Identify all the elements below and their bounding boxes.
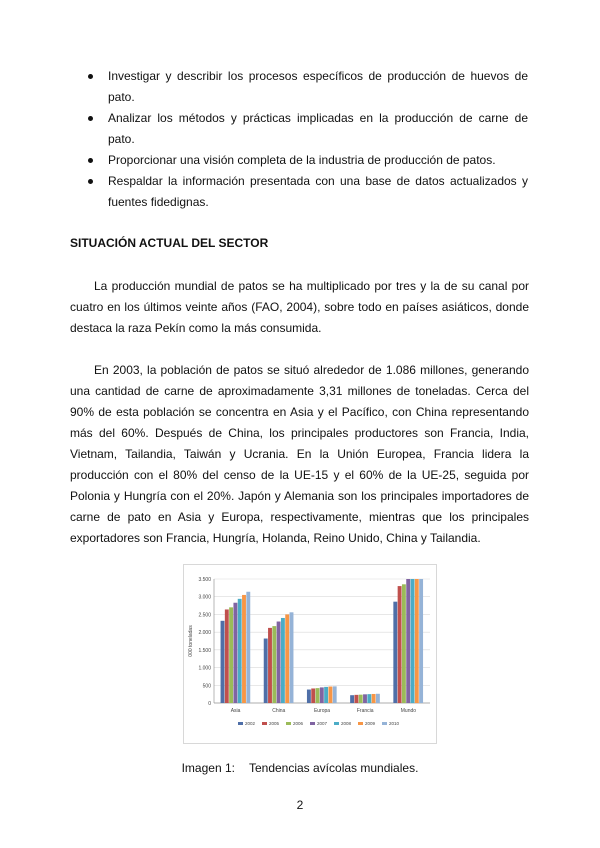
bar-mundo-2008 [411, 579, 415, 703]
legend-label: 2008 [341, 721, 352, 726]
legend-swatch-2006 [286, 722, 291, 725]
list-item [88, 171, 528, 213]
legend-swatch-2008 [334, 722, 339, 725]
caption-label: Imagen 1: [181, 761, 235, 775]
legend-label: 2005 [269, 721, 280, 726]
legend-label: 2010 [389, 721, 400, 726]
list-item [88, 150, 528, 171]
bar-mundo-2002 [393, 602, 397, 703]
bar-asia-2009 [242, 595, 246, 703]
bullet-icon [88, 116, 93, 121]
bar-asia-2006 [229, 607, 233, 703]
legend-swatch-2002 [238, 722, 243, 725]
bar-china-2006 [272, 626, 276, 703]
bar-europa-2010 [333, 686, 337, 703]
legend-swatch-2007 [310, 722, 315, 725]
caption-text: Tendencias avícolas mundiales. [248, 761, 419, 775]
bullet-icon [88, 179, 93, 184]
legend-swatch-2010 [382, 722, 387, 725]
bar-china-2005 [268, 628, 272, 703]
legend-label: 2002 [245, 721, 256, 726]
bar-francia-2009 [372, 694, 376, 703]
bar-europa-2008 [324, 687, 328, 703]
legend-label: 2006 [293, 721, 304, 726]
bullet-text: Analizar los métodos y prácticas implicadas en la producción de carne de pato. [108, 111, 528, 146]
bar-china-2002 [264, 639, 268, 703]
bar-francia-2008 [367, 694, 371, 703]
bar-mundo-2006 [402, 584, 406, 703]
legend-swatch-2009 [358, 722, 363, 725]
paragraph-intro: La producción mundial de patos se ha multiplicado por tres y la de su canal por cuatro en los últimos veinte años (FAO, 2004), sobre todo en países asiáticos, donde destaca la raza Pekín como la más consumida. [70, 279, 529, 335]
legend-swatch-2005 [262, 722, 267, 725]
page-number: 2 [296, 798, 304, 812]
x-tick-label: China [272, 708, 286, 714]
bar-europa-2007 [320, 687, 324, 703]
bar-asia-2010 [246, 592, 250, 703]
x-tick-label: Mundo [400, 708, 417, 714]
bar-mundo-2005 [398, 586, 402, 703]
y-tick-label: 0 [208, 701, 211, 707]
bar-chart [184, 565, 436, 743]
y-tick-label: 2.000 [198, 630, 211, 637]
bar-asia-2002 [221, 621, 225, 703]
bar-francia-2007 [363, 694, 367, 703]
x-tick-label: Europa [313, 708, 331, 714]
y-tick-label: 3.000 [198, 594, 211, 601]
bar-francia-2005 [354, 695, 358, 703]
bullet-text: Respaldar la información presentada con una base de datos actualizados y fuentes fidedignas. [108, 174, 528, 209]
y-axis-label: 000 toneladas [188, 625, 194, 657]
bar-china-2009 [285, 614, 289, 703]
paragraph-production: En 2003, la población de patos se situó alrededor de 1.086 millones, generando una cantidad de carne de aproximadamente 3,31 millones de toneladas. Cerca del 90% de esta población se concentra en Asia y el Pacífico, con China representando más del 60%. Después de China, los principales productores son Francia, India, Vietnam, Tailandia, Taiwán y Ucrania. En la Unión Europea, Francia lidera la producción con el 80% del censo de la UE-15 y el 60% de la UE-25, seguida por Polonia y Hungría con el 20%. Japón y Alemania son los principales importadores de carne de pato en Asia y Europa, respectivamente, mientras que los principales exportadores son Francia, Hungría, Holanda, Reino Unido, China y Tailandia. [70, 363, 529, 545]
bar-europa-2006 [316, 688, 320, 703]
bullet-icon [88, 158, 93, 163]
legend-label: 2009 [365, 721, 376, 726]
objectives-list [88, 66, 528, 213]
legend-label: 2007 [317, 721, 328, 726]
bar-china-2007 [277, 622, 281, 703]
chart-container [183, 564, 437, 744]
bar-francia-2002 [350, 695, 354, 703]
bar-asia-2008 [238, 599, 242, 703]
y-tick-label: 1.500 [198, 647, 211, 654]
bar-mundo-2007 [406, 579, 410, 703]
list-item [88, 108, 528, 150]
bullet-icon [88, 74, 93, 79]
bar-europa-2002 [307, 690, 311, 703]
figure-caption [0, 761, 600, 775]
bar-asia-2005 [225, 609, 229, 703]
bar-mundo-2010 [419, 579, 423, 703]
y-tick-label: 500 [202, 683, 211, 690]
x-tick-label: Francia [356, 708, 374, 714]
bar-europa-2005 [311, 688, 315, 703]
y-tick-label: 3.500 [198, 577, 211, 583]
bullet-text: Proporcionar una visión completa de la industria de producción de patos. [108, 153, 496, 167]
bullet-text: Investigar y describir los procesos específicos de producción de huevos de pato. [108, 69, 528, 104]
list-item [88, 66, 528, 108]
bar-francia-2006 [359, 695, 363, 703]
bar-francia-2010 [376, 694, 380, 703]
bar-china-2010 [290, 612, 294, 703]
y-tick-label: 2.500 [198, 612, 211, 619]
bar-europa-2009 [328, 687, 332, 703]
bar-china-2008 [281, 618, 285, 703]
section-title: SITUACIÓN ACTUAL DEL SECTOR [70, 236, 269, 250]
bar-mundo-2009 [415, 579, 419, 703]
bar-asia-2007 [233, 603, 237, 703]
x-tick-label: Asia [230, 708, 241, 714]
y-tick-label: 1.000 [198, 665, 211, 672]
